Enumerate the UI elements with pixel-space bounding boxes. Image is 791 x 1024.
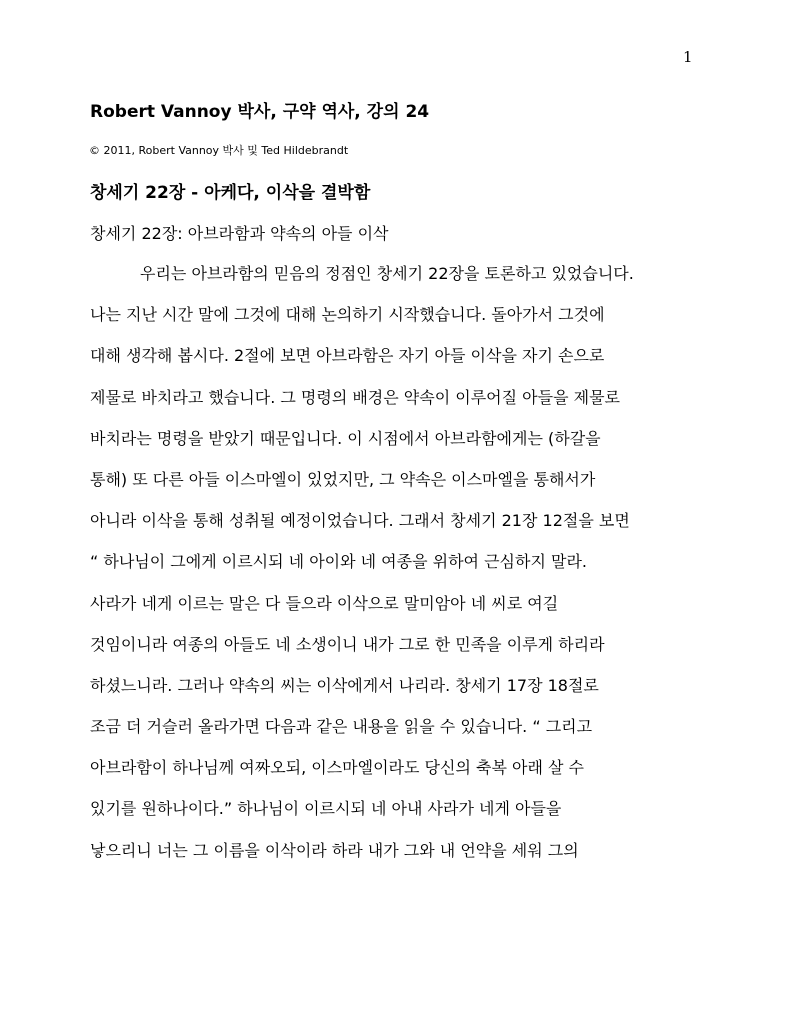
body-line: 대해 생각해 봅시다. 2절에 보면 아브라함은 자기 아들 이삭을 자기 손으로 [90, 346, 605, 366]
body-line: “ 하나님이 그에게 이르시되 네 아이와 네 여종을 위하여 근심하지 말라. [90, 552, 588, 572]
body-text [90, 263, 710, 881]
body-line: 아니라 이삭을 통해 성취될 예정이었습니다. 그래서 창세기 21장 12절을 보면 [90, 511, 630, 531]
body-line: 것임이니라 여종의 아들도 네 소생이니 내가 그로 한 민족을 이루게 하리라 [90, 634, 605, 654]
section-subheading: 창세기 22장: 아브라함과 약속의 아들 이삭 [90, 224, 389, 243]
copyright-text: © 2011, Robert Vannoy 박사 및 Ted Hildebrandt [89, 144, 349, 157]
body-line: 사라가 네게 이르는 말은 다 들으라 이삭으로 말미암아 네 씨로 여길 [90, 593, 559, 613]
copyright-line [89, 142, 348, 158]
body-line: 통해) 또 다른 아들 이스마엘이 있었지만, 그 약속은 이스마엘을 통해서가 [90, 469, 596, 489]
body-line: 하셨느니라. 그러나 약속의 씨는 이삭에게서 나리라. 창세기 17장 18절로 [90, 675, 599, 695]
page-number: 1 [683, 48, 693, 66]
page-title: Robert Vannoy 박사, 구약 역사, 강의 24 [90, 102, 430, 122]
body-line: 제물로 바치라고 했습니다. 그 명령의 배경은 약속이 이루어질 아들을 제물로 [90, 387, 620, 407]
body-line: 아브라함이 하나님께 여짜오되, 이스마엘이라도 당신의 축복 아래 살 수 [90, 758, 584, 778]
body-line: 바치라는 명령을 받았기 때문입니다. 이 시점에서 아브라함에게는 (하갈을 [90, 428, 601, 448]
body-line: 낳으리니 너는 그 이름을 이삭이라 하라 내가 그와 내 언약을 세워 그의 [90, 840, 579, 860]
body-line: 있기를 원하나이다.” 하나님이 이르시되 네 아내 사라가 네게 아들을 [90, 799, 562, 819]
body-line: 조금 더 거슬러 올라가면 다음과 같은 내용을 읽을 수 있습니다. “ 그리고 [90, 717, 593, 737]
section-heading: 창세기 22장 - 아케다, 이삭을 결박함 [90, 183, 371, 203]
body-line: 우리는 아브라함의 믿음의 정점인 창세기 22장을 토론하고 있었습니다. [140, 264, 634, 283]
body-line: 나는 지난 시간 말에 그것에 대해 논의하기 시작했습니다. 돌아가서 그것에 [90, 305, 605, 325]
